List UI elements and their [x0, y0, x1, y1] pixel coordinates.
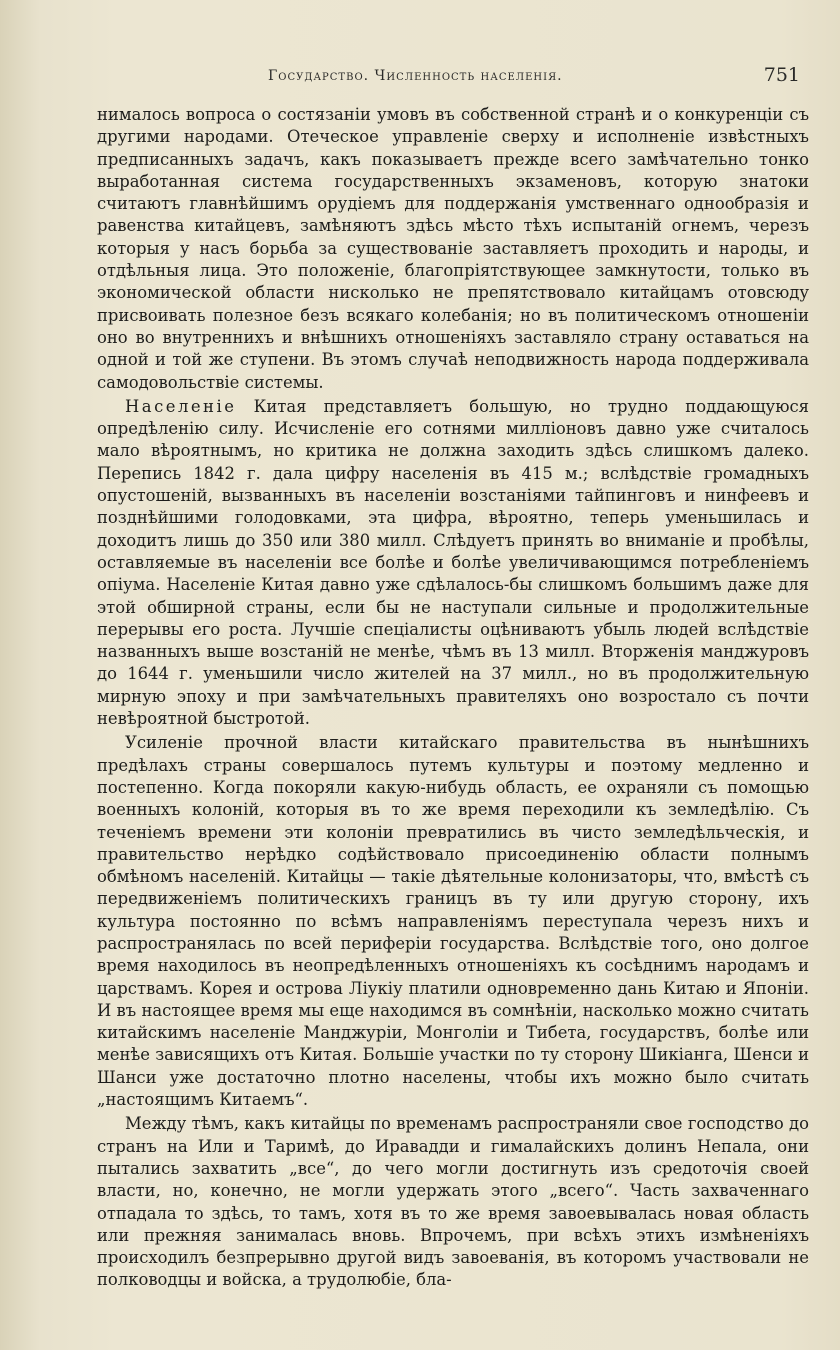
running-title: Государство. Численность населенія. — [268, 68, 563, 84]
paragraph-2-text: Китая представляетъ большую, но трудно поддающуюся опредѣленію силу. Исчисленіе его сотнями милліоновъ давно уже считалось мало вѣроятнымъ, но критика не должна заходить здѣсь слишкомъ далеко. Перепись 1842 г. дала цифру населенія въ 415 м.; вслѣдствіе громадныхъ опустошеній, вызванныхъ въ населеніи возстаніями тайпинговъ и нинфеевъ и позднѣйшими голодовками, эта цифра, вѣроятно, теперь уменьшилась и доходитъ лишь до 350 или 380 милл. Слѣдуетъ принять во вниманіе и пробѣлы, оставляемые въ населеніи все болѣе и болѣе увеличивающимся потребленіемъ опіума. Населеніе Китая давно уже сдѣлалось-бы слишкомъ большимъ даже для этой обширной страны, если бы не наступали сильные и продолжительные перерывы его роста. Лучшіе спеціалисты оцѣниваютъ убыль людей вслѣдствіе названныхъ выше возстаній не менѣе, чѣмъ въ 13 милл. Вторженія манджуровъ до 1644 г. уменьшили число жителей на 37 милл., но въ продолжительную мирную эпоху и при замѣчательныхъ правителяхъ оно возростало съ почти невѣроятной быстротой. — [97, 396, 809, 729]
paragraph-2-lead: Населеніе — [125, 396, 237, 416]
body-text — [97, 104, 809, 1292]
paragraph-3: Усиленіе прочной власти китайскаго правительства въ нынѣшнихъ предѣлахъ страны совершалось путемъ культуры и поэтому медленно и постепенно. Когда покоряли какую-нибудь область, ее охраняли съ помощью военныхъ колоній, которыя въ то же время переходили къ земледѣлію. Съ теченіемъ времени эти колоніи превратились въ чисто земледѣльческія, и правительство нерѣдко содѣйствовало присоединенію области полнымъ обмѣномъ населеній. Китайцы — такіе дѣятельные колонизаторы, что, вмѣстѣ съ передвиженіемъ политическихъ границъ въ ту или другую сторону, ихъ культура постоянно по всѣмъ направленіямъ переступала черезъ нихъ и распространялась по всей периферіи государства. Вслѣдствіе того, оно долгое время находилось въ неопредѣленныхъ отношеніяхъ къ сосѣднимъ народамъ и царствамъ. Корея и острова Ліукіу платили одновременно дань Китаю и Японіи. И въ настоящее время мы еще находимся въ сомнѣніи, насколько можно считать китайскимъ населеніе Манджуріи, Монголіи и Тибета, государствъ, болѣе или менѣе зависящихъ отъ Китая. Большіе участки по ту сторону Шикіанга, Шенси и Шанси уже достаточно плотно населены, чтобы ихъ можно было считать „настоящимъ Китаемъ“. — [97, 733, 809, 1110]
paragraph-1: нималось вопроса о состязаніи умовъ въ собственной странѣ и о конкуренціи съ другими народами. Отеческое управленіе сверху и исполненіе извѣстныхъ предписанныхъ задачъ, какъ показываетъ прежде всего замѣчательно тонко выработанная система государственныхъ экзаменовъ, которую знатоки считаютъ главнѣйшимъ орудіемъ для поддержанія умственнаго однообразія и равенства китайцевъ, замѣняютъ здѣсь мѣсто тѣхъ испытаній огнемъ, черезъ которыя у насъ борьба за существованіе заставляетъ проходить и народы, и отдѣльныя лица. Это положеніе, благопріятствующее замкнутости, только въ экономической области нисколько не препятствовало китайцамъ отовсюду присвоивать полезное безъ всякаго колебанія; но въ политическомъ отношеніи оно во внутреннихъ и внѣшнихъ отношеніяхъ заставляло страну оставаться на одной и той же ступени. Въ этомъ случаѣ неподвижность народа поддерживала самодовольствіе системы. — [97, 105, 809, 392]
paragraph-4: Между тѣмъ, какъ китайцы по временамъ распространяли свое господство до странъ на Или и Таримѣ, до Иравадди и гималайскихъ долинъ Непала, они пытались захватить „все“, до чего могли достигнуть изъ средоточія своей власти, но, конечно, не могли удержать этого „всего“. Часть захваченнаго отпадала то здѣсь, то тамъ, хотя въ то же время завоевывалась новая область или прежняя занималась вновь. Впрочемъ, при всѣхъ этихъ измѣненіяхъ происходилъ безпрерывно другой видъ завоеванія, въ которомъ участвовали не полководцы и войска, а трудолюбіе, бла- — [97, 1114, 809, 1290]
paragraph-2 — [97, 396, 809, 730]
page-number: 751 — [763, 64, 800, 86]
